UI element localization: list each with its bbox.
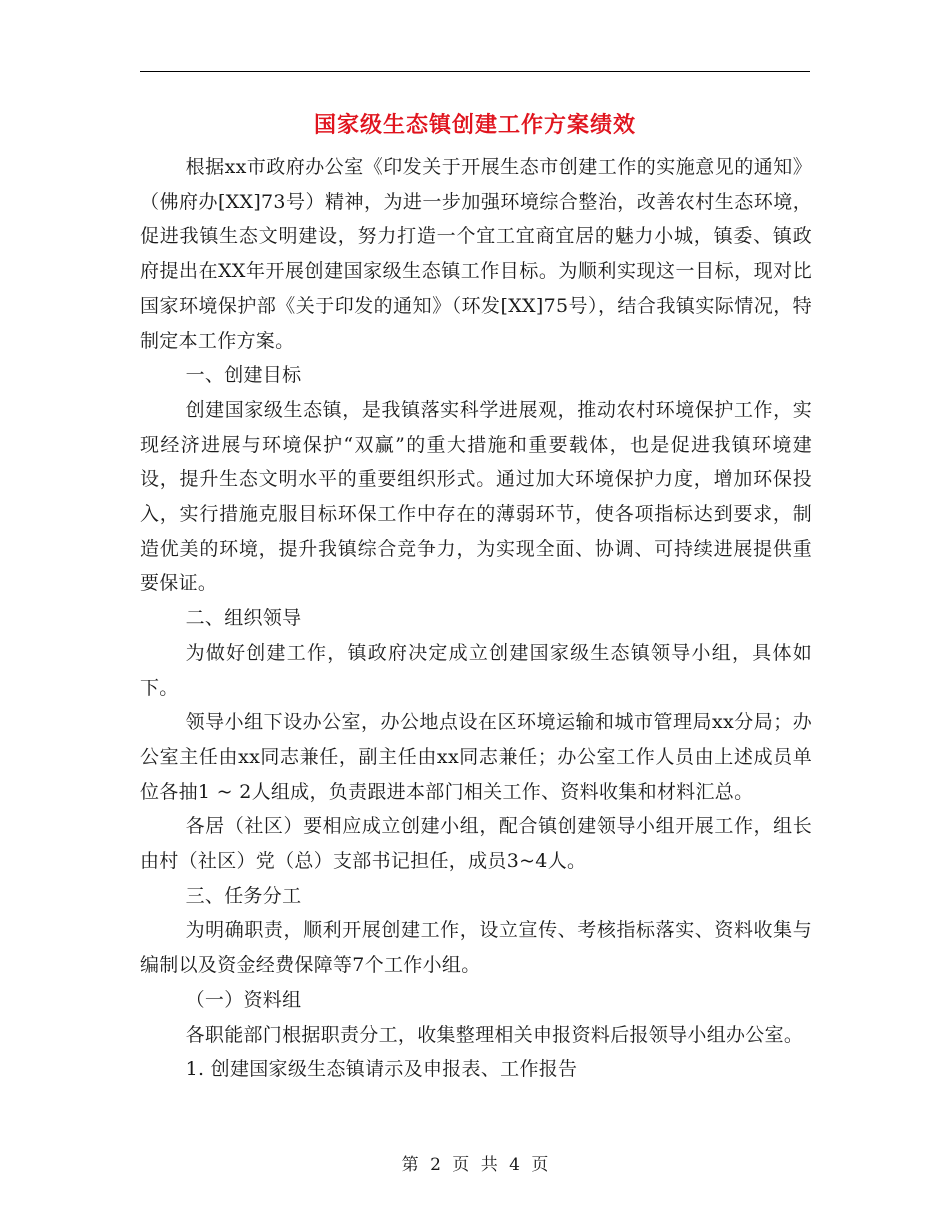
paragraph-tasks: 为明确职责，顺利开展创建工作，设立宣传、考核指标落实、资料收集与编制以及资金经费保障等7个工作小组。 <box>140 919 812 977</box>
paragraph-goal: 创建国家级生态镇，是我镇落实科学进展观，推动农村环境保护工作，实现经济进展与环境保护“双赢”的重大措施和重要载体，也是促进我镇环境建设，提升生态文明水平的重要组织形式。通过加大环境保护力度，增加环保投入，实行措施克服目标环保工作中存在的薄弱环节，使各项指标达到要求，制造优美的环境，提升我镇综合竞争力，为实现全面、协调、可持续进展提供重要保证。 <box>140 398 812 595</box>
document-body <box>140 150 812 1087</box>
section-heading-2: 二、组织领导 <box>185 607 302 630</box>
section-heading-3: 三、任务分工 <box>185 884 302 907</box>
paragraph-intro: 根据xx市政府办公室《印发关于开展生态市创建工作的实施意见的通知》（佛府办[XX]73号）精神，为进一步加强环境综合整治，改善农村生态环境，促进我镇生态文明建设，努力打造一个宜工宜商宜居的魅力小城，镇委、镇政府提出在XX年开展创建国家级生态镇工作目标。为顺利实现这一目标，现对比国家环境保护部《关于印发的通知》（环发[XX]75号），结合我镇实际情况，特制定本工作方案。 <box>140 156 812 352</box>
list-item: 1. 创建国家级生态镇请示及申报表、工作报告 <box>185 1058 578 1081</box>
document-title: 国家级生态镇创建工作方案绩效 <box>313 112 636 138</box>
page-number-footer: 第 2 页 共 4 页 <box>401 1155 549 1175</box>
section-heading-1: 一、创建目标 <box>185 364 302 387</box>
paragraph-community: 各居（社区）要相应成立创建小组，配合镇创建领导小组开展工作，组长由村（社区）党（总）支部书记担任，成员3~4人。 <box>140 815 812 873</box>
paragraph-materials: 各职能部门根据职责分工，收集整理相关申报资料后报领导小组办公室。 <box>185 1023 804 1046</box>
header-rule <box>140 71 810 72</box>
paragraph-office: 领导小组下设办公室，办公地点设在区环境运输和城市管理局xx分局；办公室主任由xx同志兼任，副主任由xx同志兼任；办公室工作人员由上述成员单位各抽1 ~ 2人组成，负责跟进本部门相关工作、资料收集和材料汇总。 <box>140 711 812 803</box>
paragraph-leadership: 为做好创建工作，镇政府决定成立创建国家级生态镇领导小组，具体如下。 <box>140 641 812 699</box>
subsection-heading-materials: （一）资料组 <box>185 988 302 1011</box>
